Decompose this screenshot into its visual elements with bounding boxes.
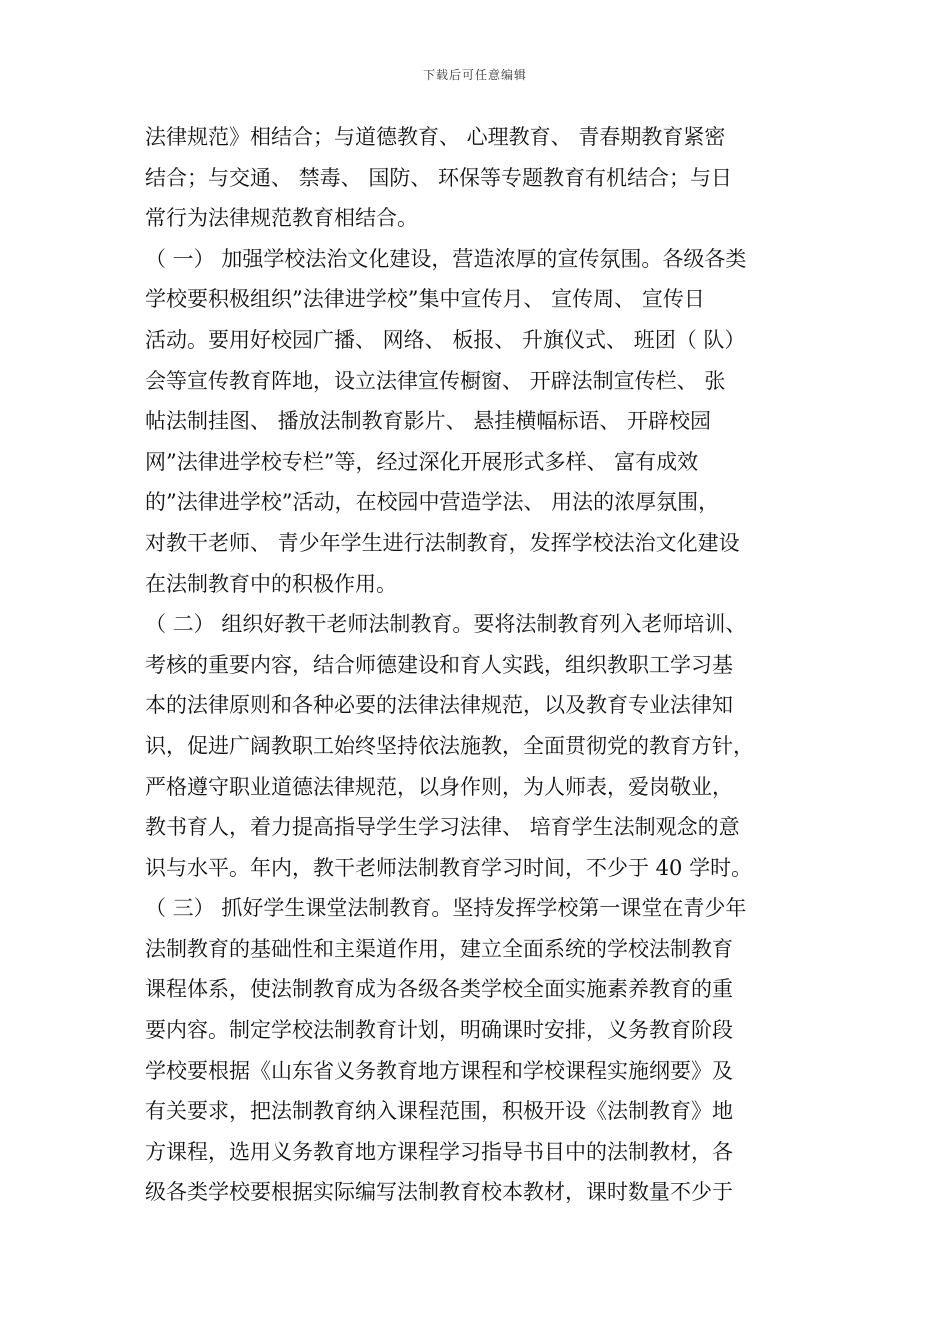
text-line: 学校要根据《山东省义务教育地方课程和学校课程实施纲要》及 (145, 1058, 733, 1083)
body-text (145, 117, 817, 1213)
text-line: 的”法律进学校”活动，在校园中营造学法、 用法的浓厚氛围， (145, 490, 720, 515)
text-line: 活动。要用好校园广播、 网络、 板报、 升旗仪式、 班团（ 队） (145, 327, 746, 352)
text-line: 方课程，选用义务教育地方课程学习指导书目中的法制教材，各 (145, 1139, 733, 1164)
text-line: 常行为法律规范教育相结合。 (145, 206, 418, 231)
text-line: 帖法制挂图、 播放法制教育影片、 悬挂横幅标语、 开辟校园 (145, 409, 712, 434)
text-line: 识与水平。年内，教干老师法制教育学习时间，不少于 40 学时。 (145, 855, 753, 880)
text-line: 识，促进广阔教职工始终坚持依法施教，全面贯彻党的教育方针， (145, 733, 754, 758)
text-line: 严格遵守职业道德法律规范，以身作则，为人师表，爱岗敬业， (145, 774, 733, 799)
text-line: 教书育人，着力提高指导学生学习法律、 培育学生法制观念的意 (145, 815, 740, 840)
text-line: 法制教育的基础性和主渠道作用，建立全面系统的学校法制教育 (145, 936, 733, 961)
text-line: 级各类学校要根据实际编写法制教育校本教材，课时数量不少于 (145, 1180, 733, 1205)
text-line: （ 一） 加强学校法治文化建设，营造浓厚的宣传氛围。各级各类 (145, 246, 747, 271)
text-line: 考核的重要内容，结合师德建设和育人实践，组织教职工学习基 (145, 652, 733, 677)
text-line: 要内容。制定学校法制教育计划，明确课时安排，义务教育阶段 (145, 1018, 733, 1043)
text-line: 法律规范》相结合；与道德教育、 心理教育、 青春期教育紧密 (145, 125, 726, 149)
text-line: 结合；与交通、 禁毒、 国防、 环保等专题教育有机结合；与日 (145, 165, 733, 190)
text-line: 本的法律原则和各种必要的法律法律规范，以及教育专业法律知 (145, 693, 733, 718)
text-line: （ 三） 抓好学生课堂法制教育。坚持发挥学校第一课堂在青少年 (145, 896, 747, 921)
page-header: 下载后可任意编辑 (422, 68, 527, 82)
text-line: 学校要积极组织”法律进学校”集中宣传月、 宣传周、 宣传日 (145, 287, 705, 312)
text-line: 会等宣传教育阵地，设立法律宣传橱窗、 开辟法制宣传栏、 张 (145, 368, 726, 393)
text-line: （ 二） 组织好教干老师法制教育。要将法制教育列入老师培训、 (145, 612, 747, 637)
text-line: 网”法律进学校专栏”等，经过深化开展形式多样、 富有成效 (145, 449, 699, 474)
text-line: 对教干老师、 青少年学生进行法制教育，发挥学校法治文化建设 (145, 530, 740, 555)
text-line: 课程体系，使法制教育成为各级各类学校全面实施素养教育的重 (145, 977, 733, 1002)
text-line: 有关要求，把法制教育纳入课程范围，积极开设《法制教育》地 (145, 1099, 733, 1124)
text-line: 在法制教育中的积极作用。 (145, 571, 397, 596)
